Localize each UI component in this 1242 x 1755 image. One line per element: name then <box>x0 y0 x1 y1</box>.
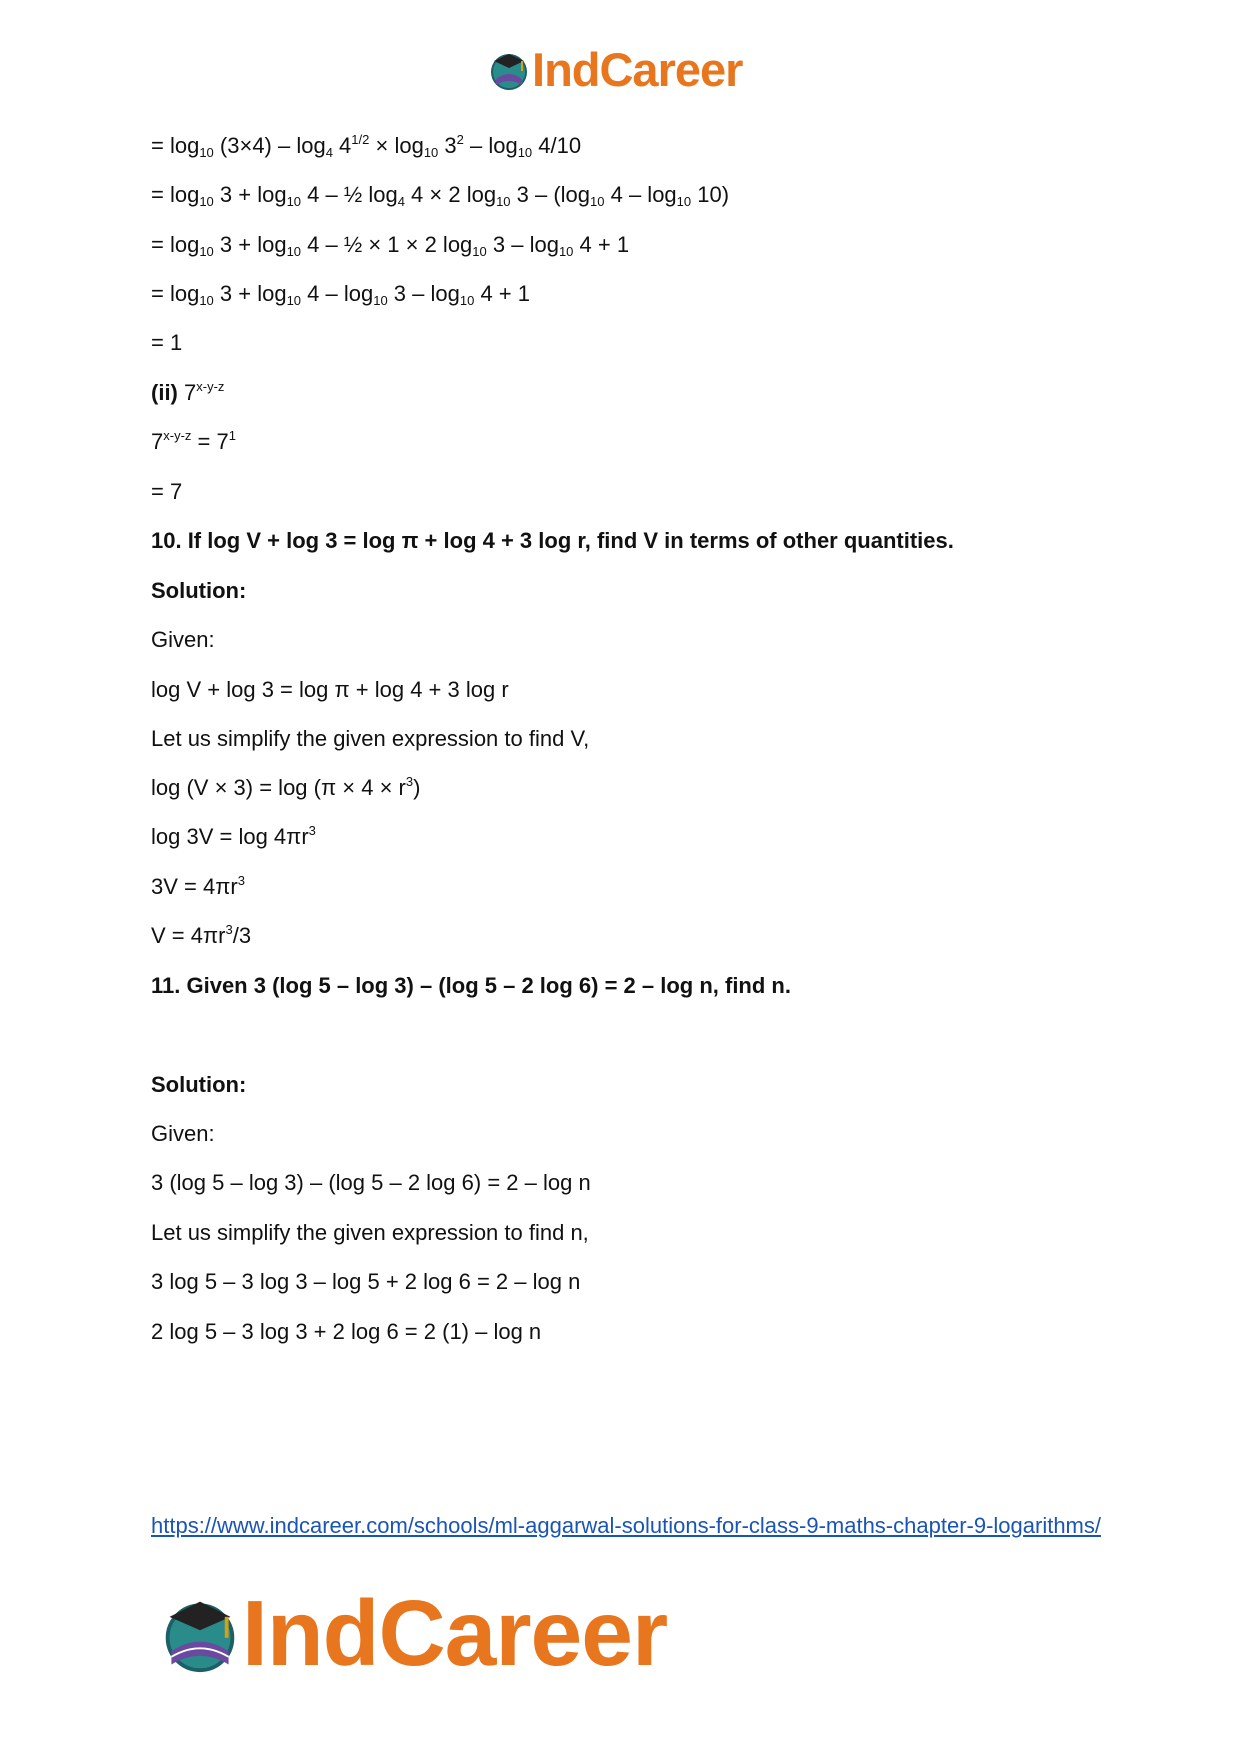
equation-line: = 1 <box>151 330 183 355</box>
brand-wordmark: IndCareer <box>532 43 743 96</box>
question-heading: 11. Given 3 (log 5 – log 3) – (log 5 – 2 log 6) = 2 – log n, find n. <box>151 973 791 998</box>
text-line: Let us simplify the given expression to find V, <box>151 726 590 751</box>
source-link[interactable]: https://www.indcareer.com/schools/ml-aggarwal-solutions-for-class-9-maths-chapter-9-logarithms/ <box>151 1513 1101 1538</box>
header-logo <box>488 42 742 97</box>
equation-line: = $\log_{10} 3 + \log_{10} 4$ – ½ $\log_4 4 \times 2$ $\log_{10} 3 - (\log_{10}$ $4 - \log_{10} 10$) <box>151 182 730 209</box>
equation-line: $V = 4\pi r^3/3$ <box>151 922 252 948</box>
equation-line: = 7 <box>151 479 183 504</box>
solution-heading: Solution: <box>151 1072 247 1097</box>
equation-line: $3V = 4\pi r^3$ <box>151 873 245 899</box>
equation-line: = $\log_{10} 3 + \log_{10} 4$ – ½ × 1 × 2 $\log_{10} 3 - \log_{10} 4 + 1$ <box>151 232 630 259</box>
solution-heading: Solution: <box>151 578 247 603</box>
equation-line: log V + log 3 = log π + log 4 + 3 log r <box>151 677 509 702</box>
equation-line: 3 log 5 – 3 log 3 – log 5 + 2 log 6 = 2 – log n <box>151 1269 581 1294</box>
question-heading: 10. If log V + log 3 = log π + log 4 + 3 log r, find V in terms of other quantities. <box>151 528 954 553</box>
text-line: Let us simplify the given expression to find n, <box>151 1220 589 1245</box>
equation-line: 3 (log 5 – log 3) – (log 5 – 2 log 6) = 2 – log n <box>151 1170 591 1195</box>
text-line: Given: <box>151 1121 215 1146</box>
equation-line: $\log (V \times 3) = \log (\pi \times 4 \times r^3)$ <box>151 774 421 800</box>
equation-line: = $\log_{10} (3\times 4) - \log_4 4^{1/2} \times \log_{10} 3^2 - \log_{10} 4/10$ <box>151 132 582 160</box>
brand-wordmark: IndCareer <box>242 1581 668 1685</box>
part-heading: (ii) 7$^{x-y-z}$ <box>151 379 225 405</box>
equation-line: $7^{x-y-z} = 7^1$ <box>151 428 236 454</box>
graduation-cap-globe-icon <box>488 49 530 91</box>
equation-line: 2 log 5 – 3 log 3 + 2 log 6 = 2 (1) – log n <box>151 1319 542 1344</box>
equation-line: $\log 3V = \log 4\pi r^3$ <box>151 823 316 849</box>
text-line: Given: <box>151 627 215 652</box>
footer-logo <box>160 1580 667 1687</box>
equation-line: = $\log_{10} 3 + \log_{10} 4 - \log_{10} 3 - \log_{10} 4 + 1$ <box>151 281 530 308</box>
graduation-cap-globe-icon <box>160 1594 240 1674</box>
